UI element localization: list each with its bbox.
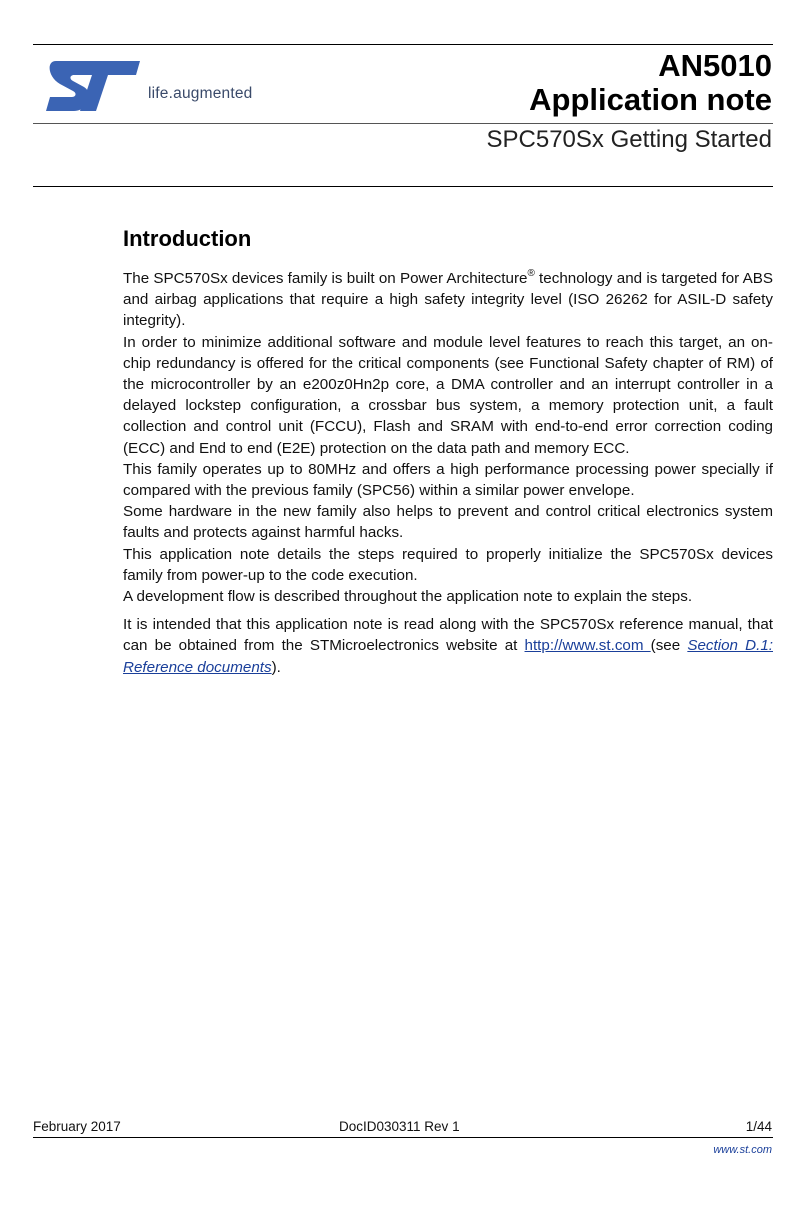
intro-paragraph-5: This application note details the steps required to properly initialize the SPC570Sx devices family from power-up to the code execution.	[123, 545, 773, 584]
intro-paragraph-1	[123, 268, 773, 332]
introduction-section	[123, 226, 773, 678]
footer-website[interactable]: www.st.com	[713, 1144, 772, 1156]
p7-text: It is intended that this application note is read along with the SPC570Sx reference manual, that can be obtained from the STMicroelectronics website at	[123, 616, 773, 655]
document-subtitle: SPC570Sx Getting Started	[486, 126, 772, 153]
p1-text-after: technology and is targeted for ABS and airbag applications that require a high safety integrity level (ISO 26262 for ASIL-D safety integrity).	[123, 270, 773, 330]
header-bottom-rule	[33, 186, 773, 187]
intro-paragraph-4: Some hardware in the new family also helps to prevent and control critical electronics system faults and protects against harmful hacks.	[123, 503, 773, 542]
p1-text: The SPC570Sx devices family is built on Power Architecture	[123, 270, 528, 287]
intro-paragraph-6: A development flow is described throughout the application note to explain the steps.	[123, 588, 693, 606]
p7-text-after: ).	[271, 658, 281, 676]
intro-paragraph-3: This family operates up to 80MHz and offers a high performance processing power specially if compared with the previous family (SPC56) within a similar power envelope.	[123, 460, 773, 500]
registered-mark: ®	[527, 267, 535, 279]
reference-documents-link[interactable]: Section D.1: Reference documents	[123, 637, 773, 676]
st-website-link[interactable]: http://www.st.com	[524, 637, 651, 655]
header-mid-rule	[33, 123, 773, 124]
footer-rule	[33, 1137, 773, 1138]
st-logo-icon	[44, 55, 144, 113]
st-logo	[44, 55, 284, 115]
intro-paragraph-7	[123, 614, 773, 678]
intro-paragraph-2: In order to minimize additional software and module level features to reach this target, an on-chip redundancy is offered for the critical components (see Functional Safety chapter of RM) of the microcontroller by an e200z0Hn2p core, a DMA controller and an interrupt controller in a delayed lockstep configuration, a crossbar bus system, a memory protection unit, a fault collection and control unit (FCCU), Flash and SRAM with end-to-end error correction coding (ECC) and End to end (E2E) protection on the data path and memory ECC.	[123, 333, 773, 457]
tagline: life.augmented	[148, 85, 253, 102]
p7-text-mid: (see	[650, 637, 688, 655]
footer-date: February 2017	[33, 1119, 121, 1134]
document-type: Application note	[529, 82, 772, 117]
section-heading: Introduction	[123, 226, 252, 251]
footer-docid: DocID030311 Rev 1	[339, 1119, 460, 1134]
document-number: AN5010	[658, 48, 772, 83]
header-top-rule	[33, 44, 773, 45]
footer-page-number: 1/44	[745, 1119, 772, 1134]
